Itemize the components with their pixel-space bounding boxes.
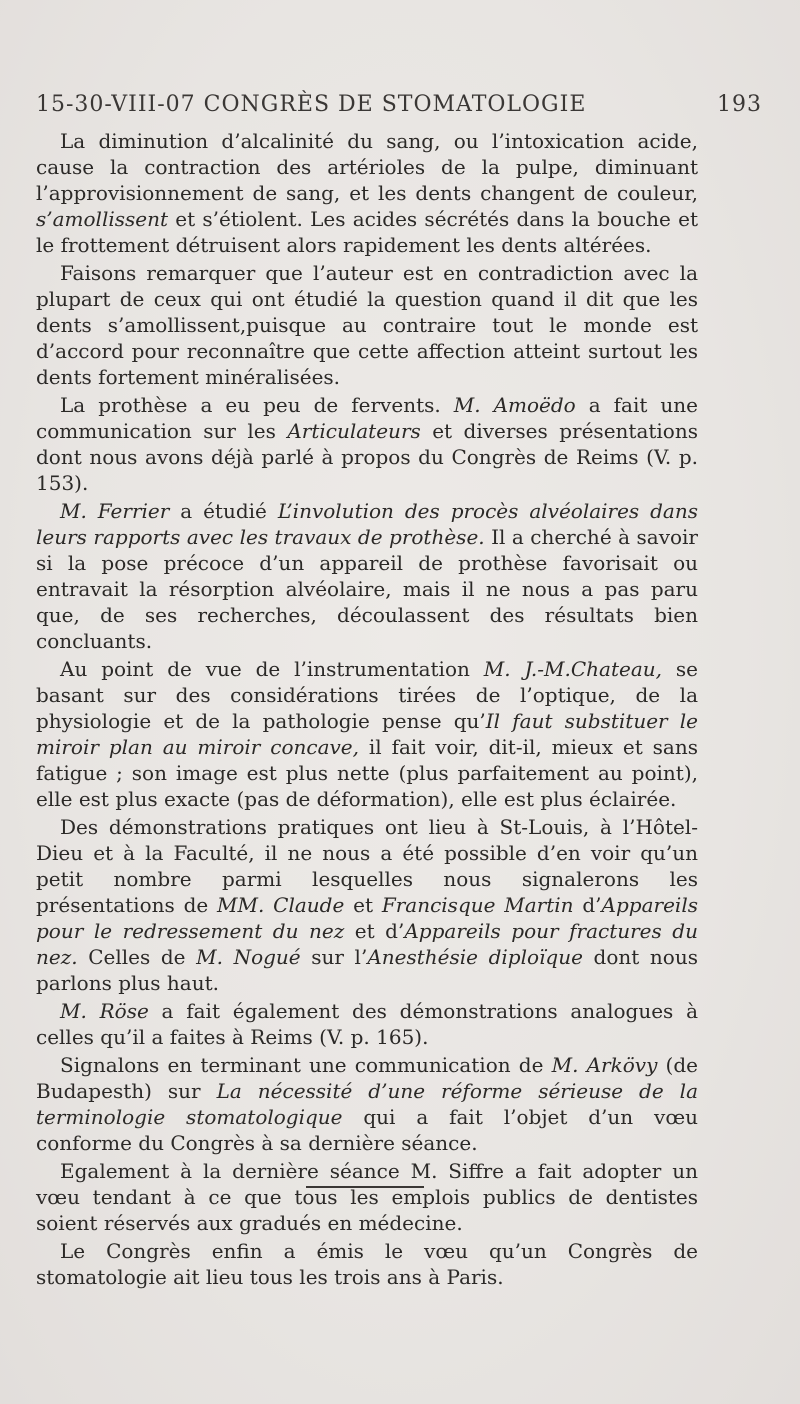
running-header xyxy=(36,92,762,122)
text-run: a fait une communication sur les xyxy=(36,393,698,443)
text-run: Egalement à la dernière séance M. Siffre a fait adopter un vœu tendant à ce que tous les emplois publics de dentistes soient réservés aux gradués en médecine. xyxy=(36,1159,698,1235)
paragraph xyxy=(36,392,698,496)
text-run: a étudié xyxy=(169,499,278,523)
page-number: 193 xyxy=(717,92,762,117)
italic-text: Il faut substituer le miroir plan au miroir concave, xyxy=(36,709,698,759)
italic-text: L’involution des procès alvéolaires dans leurs rapports avec les travaux de prothèse. xyxy=(36,499,698,549)
running-head-title: 15-30-VIII-07 CONGRÈS DE STOMATOLOGIE xyxy=(36,92,587,117)
italic-text: Articulateurs xyxy=(287,419,421,443)
paragraph xyxy=(36,656,698,812)
text-run: (de Budapesth) sur xyxy=(36,1053,698,1103)
paragraph xyxy=(36,498,698,654)
italic-text: Appareils pour le redressement du nez xyxy=(36,893,698,943)
paragraph xyxy=(36,1052,698,1156)
italic-text: s’amollissent xyxy=(36,207,169,231)
text-run: d’ xyxy=(573,893,602,917)
text-run: dont nous parlons plus haut. xyxy=(36,945,698,995)
text-run: Au point de vue de l’instrumentation xyxy=(60,657,484,681)
text-run: Celles de xyxy=(77,945,197,969)
text-run: Il a cherché à savoir si la pose précoce d’un appareil de prothèse favorisait ou entravait la résorption alvéolaire, mais il ne nous a pas paru que, de ses recherches, découlassent des résultats bien concluants. xyxy=(36,525,698,653)
text-run: a fait également des démonstrations analogues à celles qu’il a faites à Reims (V. p. 165). xyxy=(36,999,698,1049)
text-run: Des démonstrations pratiques ont lieu à St-Louis, à l’Hôtel-Dieu et à la Faculté, il ne nous a été possible d’en voir qu’un petit nombre parmi lesquelles nous signalerons les présentations de xyxy=(36,815,698,917)
paragraph xyxy=(36,128,698,258)
italic-text: M. Amoëdo xyxy=(453,393,576,417)
paragraph xyxy=(36,998,698,1050)
italic-text: M. Arkövy xyxy=(551,1053,658,1077)
italic-text: M. J.-M.Chateau, xyxy=(483,657,663,681)
paragraph xyxy=(36,814,698,996)
text-run: Faisons remarquer que l’auteur est en contradiction avec la plupart de ceux qui ont étudié la question quand il dit que les dents s’amollissent,puisque au contraire tout le monde est d’accord pour reconnaître que cette affection atteint surtout les dents fortement minéralisées. xyxy=(36,261,698,389)
text-run: qui a fait l’objet d’un vœu conforme du Congrès à sa dernière séance. xyxy=(36,1105,698,1155)
text-run: il fait voir, dit-il, mieux et sans fatigue ; son image est plus nette (plus parfaitement au point), elle est plus exacte (pas de déformation), elle est plus éclairée. xyxy=(36,735,698,811)
italic-text: Anesthésie diploïque xyxy=(367,945,583,969)
italic-text: La nécessité d’une réforme sérieuse de la terminologie stomatologique xyxy=(36,1079,698,1129)
text-run: et xyxy=(344,893,382,917)
italic-text: M. Nogué xyxy=(196,945,301,969)
text-run: se basant sur des considérations tirées de l’optique, de la physiologie et de la pathologie pense qu’ xyxy=(36,657,698,733)
paragraph xyxy=(36,260,698,390)
body-text xyxy=(36,128,698,1292)
text-run: La diminution d’alcalinité du sang, ou l’intoxication acide, cause la contraction des artérioles de la pulpe, diminuant l’approvisionnement de sang, et les dents changent de couleur, xyxy=(36,129,698,205)
text-run: sur l’ xyxy=(300,945,368,969)
italic-text: M. Röse xyxy=(60,999,149,1023)
text-run: et diverses présentations dont nous avons déjà parlé à propos du Congrès de Reims (V. p. 153). xyxy=(36,419,698,495)
paragraph xyxy=(36,1158,698,1236)
italic-text: Appareils pour fractures du nez. xyxy=(36,919,698,969)
text-run: La prothèse a eu peu de fervents. xyxy=(60,393,454,417)
text-run: et s’étiolent. Les acides sécrétés dans la bouche et le frottement détruisent alors rapidement les dents altérées. xyxy=(36,207,698,257)
text-run: Le Congrès enfin a émis le vœu qu’un Congrès de stomatologie ait lieu tous les trois ans à Paris. xyxy=(36,1239,698,1289)
italic-text: M. Ferrier xyxy=(60,499,170,523)
italic-text: Francisque Martin xyxy=(381,893,574,917)
italic-text: MM. Claude xyxy=(217,893,345,917)
paragraph xyxy=(36,1238,698,1290)
text-run: et d’ xyxy=(344,919,405,943)
text-run: Signalons en terminant une communication de xyxy=(60,1053,552,1077)
end-rule-divider xyxy=(306,1186,424,1188)
